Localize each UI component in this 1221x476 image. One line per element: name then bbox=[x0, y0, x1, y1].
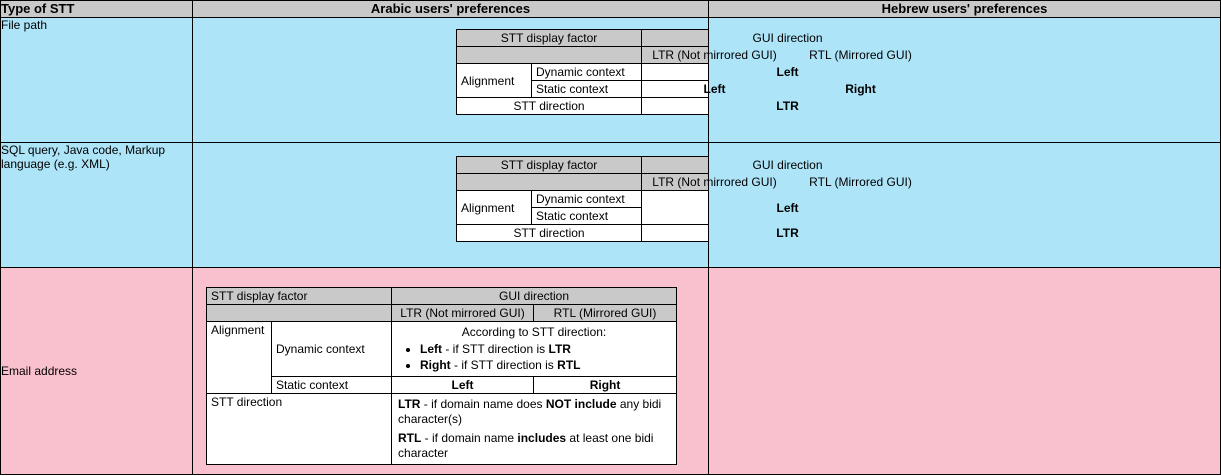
alignment-dynamic-row bbox=[207, 322, 677, 377]
hebrew-cell-email-address bbox=[709, 268, 1221, 475]
bullet-1-rest: - if STT direction is bbox=[442, 342, 549, 356]
stt-display-factor-header: STT display factor bbox=[457, 157, 642, 174]
ltr-column-header: LTR (Not mirrored GUI) bbox=[642, 174, 788, 191]
static-context-label: Static context bbox=[532, 208, 642, 225]
detail-subheader-row bbox=[207, 305, 677, 322]
inner-table-wrapper bbox=[193, 143, 912, 242]
spacer-cell bbox=[457, 174, 642, 191]
dynamic-context-label: Dynamic context bbox=[532, 64, 642, 81]
static-context-rtl-value: Right bbox=[788, 81, 934, 98]
dynamic-context-value bbox=[392, 322, 677, 377]
static-context-ltr-value: Left bbox=[392, 377, 534, 394]
gui-direction-header: GUI direction bbox=[642, 30, 934, 47]
bullet-2-tail: RTL bbox=[557, 358, 581, 372]
rtl-text-2: at least one bidi character bbox=[398, 431, 654, 460]
list-item bbox=[420, 358, 672, 373]
list-item bbox=[420, 342, 672, 357]
bullet-1-bold: Left bbox=[420, 342, 443, 356]
table-row-sql-query bbox=[1, 143, 1221, 268]
rtl-bold: RTL bbox=[398, 431, 422, 445]
bullet-1-tail: LTR bbox=[548, 342, 571, 356]
rtl-column-header: RTL (Mirrored GUI) bbox=[534, 305, 677, 322]
alignment-label: Alignment bbox=[457, 191, 532, 225]
stt-direction-value: LTR bbox=[642, 98, 934, 115]
row-label-email-address: Email address bbox=[1, 268, 193, 475]
email-address-detail-table bbox=[206, 287, 677, 465]
header-type-of-stt: Type of STT bbox=[1, 1, 193, 18]
bullet-2-rest: - if STT direction is bbox=[450, 358, 558, 372]
stt-display-factor-header: STT display factor bbox=[207, 288, 392, 305]
spacer-cell bbox=[457, 47, 642, 64]
stt-direction-label: STT direction bbox=[457, 98, 642, 115]
static-context-ltr-value: Left bbox=[642, 81, 788, 98]
ltr-column-header: LTR (Not mirrored GUI) bbox=[392, 305, 534, 322]
stt-display-factor-header: STT display factor bbox=[457, 30, 642, 47]
stt-direction-line-1 bbox=[396, 395, 672, 429]
arabic-cell-sql-query bbox=[193, 143, 912, 268]
dynamic-context-value: Left bbox=[642, 64, 934, 81]
stt-direction-line-2 bbox=[396, 429, 672, 463]
rtl-includes: includes bbox=[517, 431, 567, 445]
dynamic-context-value: Left bbox=[642, 191, 934, 225]
stt-direction-value bbox=[392, 394, 677, 465]
bullet-2-bold: Right bbox=[420, 358, 451, 372]
table-row-file-path bbox=[1, 18, 1221, 143]
inner-table-wrapper bbox=[193, 18, 912, 115]
ltr-text-1: - if domain name does bbox=[420, 397, 546, 411]
ltr-text-2: any bidi character(s) bbox=[398, 397, 662, 426]
rtl-column-header: RTL (Mirrored GUI) bbox=[788, 47, 934, 64]
header-arabic-preferences: Arabic users' preferences bbox=[193, 1, 709, 18]
table-body bbox=[1, 18, 1221, 475]
ltr-bold: LTR bbox=[398, 397, 421, 411]
ltr-not-include: NOT include bbox=[545, 397, 617, 411]
detail-subheader-row bbox=[457, 174, 934, 191]
row-label-file-path: File path bbox=[1, 18, 193, 143]
gui-direction-header: GUI direction bbox=[642, 157, 934, 174]
arabic-cell-file-path bbox=[193, 18, 912, 143]
detail-subheader-row bbox=[457, 47, 934, 64]
static-context-label: Static context bbox=[272, 377, 392, 394]
table-row-email-address bbox=[1, 268, 1221, 475]
static-context-label: Static context bbox=[532, 81, 642, 98]
table-header-row bbox=[1, 1, 1221, 18]
stt-direction-label: STT direction bbox=[207, 394, 392, 465]
dynamic-context-intro: According to STT direction: bbox=[461, 325, 607, 339]
static-context-rtl-value: Right bbox=[534, 377, 677, 394]
rtl-column-header: RTL (Mirrored GUI) bbox=[788, 174, 934, 191]
dynamic-context-label: Dynamic context bbox=[532, 191, 642, 208]
dynamic-context-bullets bbox=[396, 342, 672, 373]
dynamic-context-label: Dynamic context bbox=[272, 322, 392, 377]
rtl-text-1: - if domain name bbox=[421, 431, 518, 445]
stt-direction-row bbox=[207, 394, 677, 465]
row-label-sql-query: SQL query, Java code, Markup language (e.g. XML) bbox=[1, 143, 193, 268]
gui-direction-header: GUI direction bbox=[392, 288, 677, 305]
header-hebrew-preferences: Hebrew users' preferences bbox=[709, 1, 1221, 18]
stt-direction-label: STT direction bbox=[457, 225, 642, 242]
spacer-cell bbox=[207, 305, 392, 322]
inner-table-wrapper bbox=[193, 268, 708, 465]
stt-direction-value: LTR bbox=[642, 225, 934, 242]
alignment-label: Alignment bbox=[457, 64, 532, 98]
alignment-static-row bbox=[207, 377, 677, 394]
table-head bbox=[1, 1, 1221, 18]
ltr-column-header: LTR (Not mirrored GUI) bbox=[642, 47, 788, 64]
detail-header-row bbox=[207, 288, 677, 305]
alignment-label: Alignment bbox=[207, 322, 272, 394]
arabic-cell-email-address bbox=[193, 268, 709, 475]
